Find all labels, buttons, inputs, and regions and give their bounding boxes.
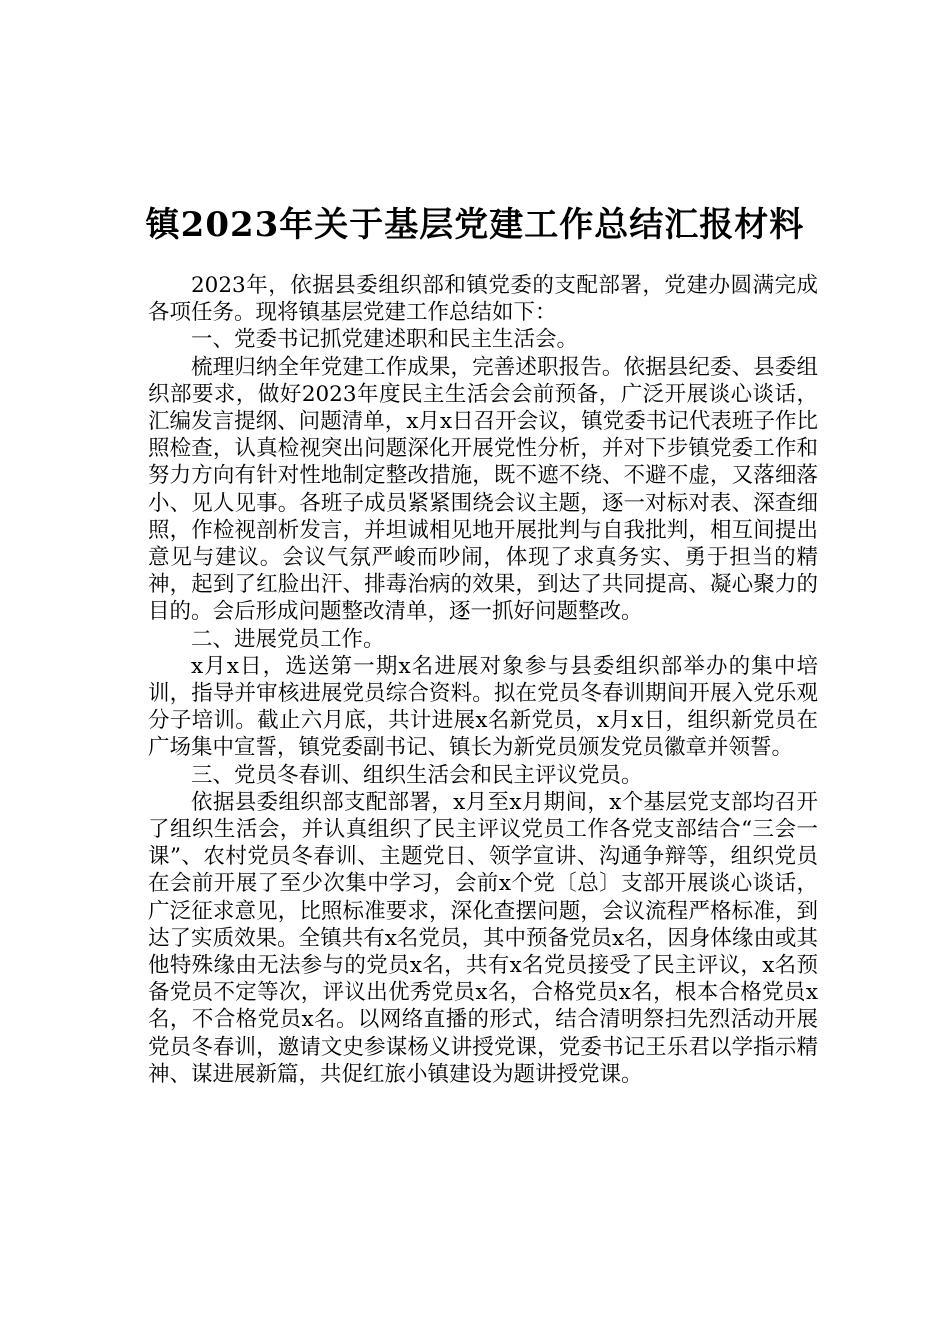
document-body (148, 272, 818, 1088)
section-heading-1: 一、党委书记抓党建述职和民主生活会。 (191, 327, 579, 353)
paragraph-section-1: 梳理归纳全年党建工作成果，完善述职报告。依据县纪委、县委组织部要求，做好2023年度民主生活会会前预备，广泛开展谈心谈话，汇编发言提纲、问题清单，x月x日召开会议，镇党委书记代表班子作比照检查，认真检视突出问题深化开展党性分析，并对下步镇党委工作和努力方向有针对性地制定整改措施，既不遮不绕、不避不虚，又落细落小、见人见事。各班子成员紧紧围绕会议主题，逐一对标对表、深查细照，作检视剖析发言，并坦诚相见地开展批判与自我批判，相互间提出意见与建议。会议气氛严峻而吵闹，体现了求真务实、勇于担当的精神，起到了红脸出汗、排毒治病的效果，到达了共同提高、凝心聚力的目的。会后形成问题整改清单，逐一抓好问题整改。 (148, 354, 818, 625)
section-heading-3: 三、党员冬春训、组织生活会和民主评议党员。 (191, 762, 643, 788)
section-heading-2: 二、进展党员工作。 (191, 626, 385, 652)
paragraph-intro: 2023年，依据县委组织部和镇党委的支配部署，党建办圆满完成各项任务。现将镇基层党建工作总结如下： (148, 273, 818, 326)
document-title: 镇2023年关于基层党建工作总结汇报材料 (145, 205, 805, 245)
paragraph-section-3: 依据县委组织部支配部署，x月至x月期间，x个基层党支部均召开了组织生活会，并认真组织了民主评议党员工作各党支部结合“三会一课”、农村党员冬春训、主题党日、领学宣讲、沟通争辩等，组织党员在会前开展了至少次集中学习，会前x个党〔总〕支部开展谈心谈话，广泛征求意见，比照标准要求，深化查摆问题，会议流程严格标准，到达了实质效果。全镇共有x名党员，其中预备党员x名，因身体缘由或其他特殊缘由无法参与的党员x名，共有x名党员接受了民主评议，x名预备党员不定等次，评议出优秀党员x名，合格党员x名，根本合格党员x名，不合格党员x名。以网络直播的形式，结合清明祭扫先烈活动开展党员冬春训，邀请文史参谋杨义讲授党课，党委书记王乐君以学指示精神、谋进展新篇，共促红旅小镇建设为题讲授党课。 (148, 789, 818, 1087)
paragraph-section-2: x月x日，选送第一期x名进展对象参与县委组织部举办的集中培训，指导并审核进展党员综合资料。拟在党员冬春训期间开展入党乐观分子培训。截止六月底，共计进展x名新党员，x月x日，组织新党员在广场集中宣誓，镇党委副书记、镇长为新党员颁发党员徽章并领誓。 (148, 653, 818, 761)
